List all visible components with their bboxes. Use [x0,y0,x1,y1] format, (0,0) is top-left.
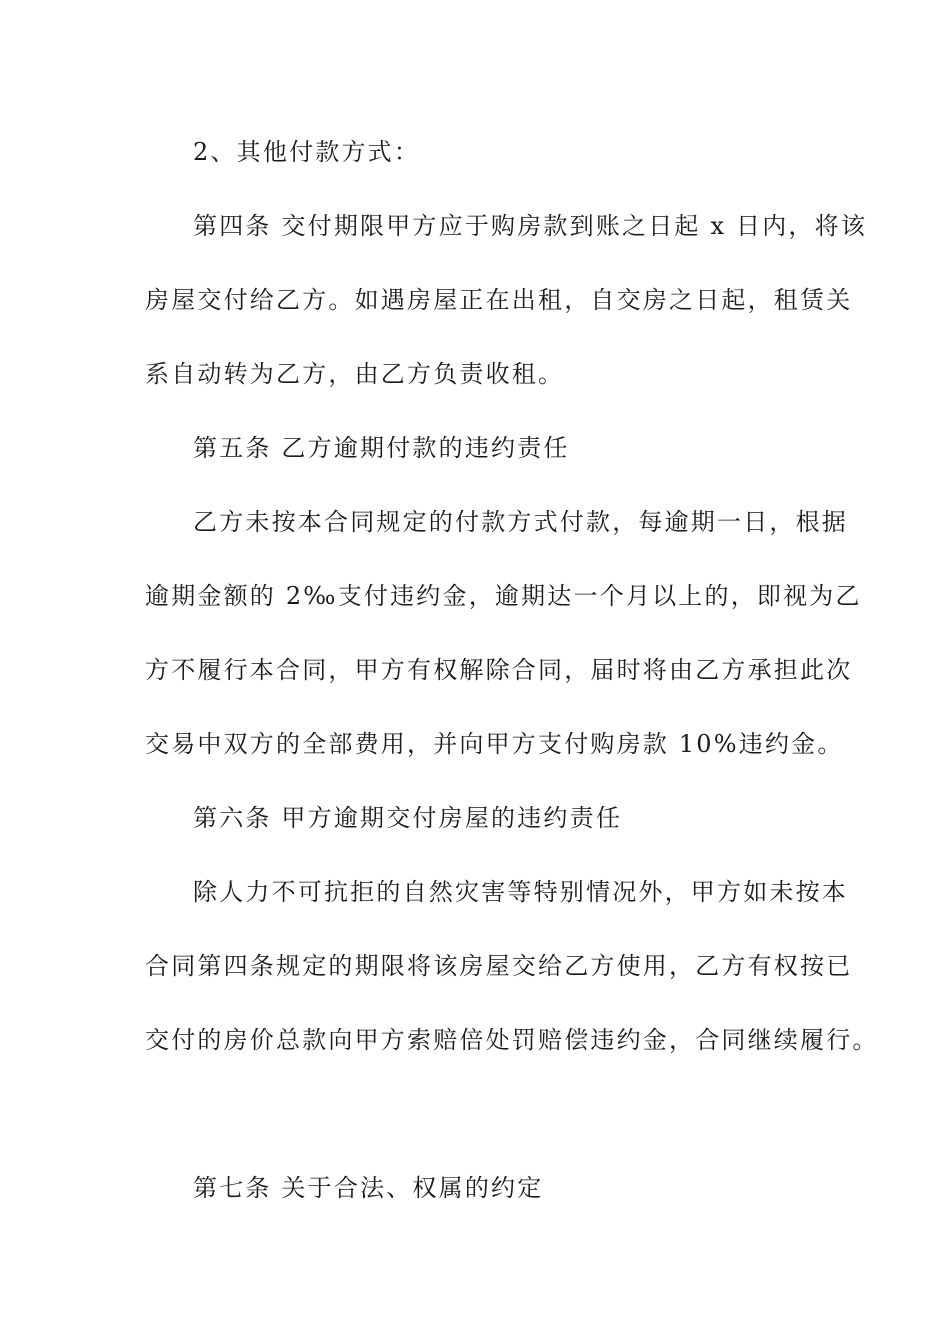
article-4-line-1: 第四条 交付期限甲方应于购房款到账之日起 x 日内，将该 [193,212,868,240]
article-6-line-2: 合同第四条规定的期限将该房屋交给乙方使用，乙方有权按已 [145,952,853,980]
article-5-line-3: 方不履行本合同，甲方有权解除合同，届时将由乙方承担此次 [145,656,853,684]
article-6-line-3: 交付的房价总款向甲方索赔倍处罚赔偿违约金，合同继续履行。 [145,1026,879,1054]
article-5-line-4: 交易中双方的全部费用，并向甲方支付购房款 10%违约金。 [145,730,844,758]
article-4-line-2: 房屋交付给乙方。如遇房屋正在出租，自交房之日起，租赁关 [145,286,853,314]
article-5-line-2: 逾期金额的 2‰支付违约金，逾期达一个月以上的，即视为乙 [145,582,862,610]
payment-method-item: 2、其他付款方式： [193,138,421,166]
article-6-line-1: 除人力不可抗拒的自然灾害等特别情况外，甲方如未按本 [193,878,848,906]
article-4-line-3: 系自动转为乙方，由乙方负责收租。 [145,360,565,388]
article-5-heading: 第五条 乙方逾期付款的违约责任 [193,434,570,462]
article-6-heading: 第六条 甲方逾期交付房屋的违约责任 [193,804,623,832]
article-5-line-1: 乙方未按本合同规定的付款方式付款，每逾期一日，根据 [193,508,848,536]
article-7-heading: 第七条 关于合法、权属的约定 [193,1174,544,1202]
